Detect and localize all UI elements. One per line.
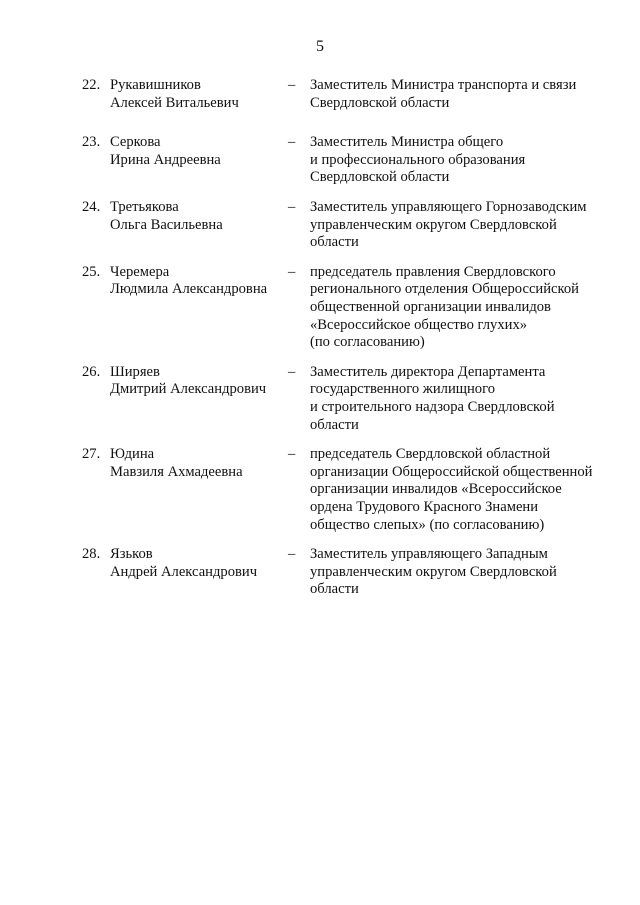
entry-name [110,446,285,481]
entry-position-line: общественной организации инвалидов [310,298,551,315]
entry-number: 26. [82,363,101,380]
entry-position-line: «Всероссийское общество глухих» [310,316,528,333]
entry-name [110,134,285,169]
entry-position-line: Заместитель директора Департамента [310,363,546,380]
entry-dash: – [288,77,296,93]
entry-number: 28. [82,546,101,563]
entry-position-line: Заместитель Министра общего [310,134,504,151]
entry-position [310,364,610,434]
entry-dash: – [288,363,296,380]
entry-name-line: Дмитрий Александрович [110,381,267,398]
entry-name [110,77,285,112]
entry-position [310,77,610,112]
entry-position-line: области [310,234,359,251]
entry-position [310,134,610,187]
entry-position-line: Свердловской области [310,169,450,186]
entry-dash: – [288,446,296,463]
entry-name-line: Язьков [110,546,153,563]
entry-position-line: Заместитель управляющего Горнозаводским [310,199,587,215]
entry-position-line: ордена Трудового Красного Знамени [310,498,539,515]
entry-number: 22. [82,77,101,93]
entry-position-line: государственного жилищного [310,381,496,398]
entry-position-line: управленческим округом Свердловской [310,216,557,233]
entry-position-line: общество слепых» (по согласованию) [310,516,545,533]
entry-name [110,546,285,581]
entry-number: 25. [82,263,101,280]
entry-number: 23. [82,134,101,151]
entry-position-line: организации инвалидов «Всероссийское [310,481,562,498]
entry-position-line: регионального отделения Общероссийской [310,281,579,298]
entry-number: 27. [82,446,101,463]
entry-position-line: Свердловской области [310,94,450,111]
entry-dash: – [288,134,296,151]
entry-name-line: Алексей Витальевич [110,94,239,111]
entry-name-line: Ширяев [110,363,160,380]
entry-name-line: Рукавишников [110,77,201,93]
entry-position-line: управленческим округом Свердловской [310,563,557,580]
entry-dash: – [288,546,296,563]
entry-position-line: и профессионального образования [310,151,526,168]
entry-name-line: Юдина [110,446,155,463]
entry-name-line: Андрей Александрович [110,563,258,580]
entry-name [110,364,285,399]
entry-name [110,199,285,234]
entry-name [110,264,285,299]
page-number: 5 [316,38,324,55]
entry-position [310,546,610,599]
entry-position-line: председатель Свердловской областной [310,446,551,463]
entry-position-line: области [310,416,359,433]
entry-name-line: Серкова [110,134,161,151]
entry-position-line: (по согласованию) [310,334,425,351]
entry-name-line: Третьякова [110,199,179,215]
entry-name-line: Черемера [110,263,170,280]
entry-name-line: Ольга Васильевна [110,216,223,233]
entry-position-line: Заместитель Министра транспорта и связи [310,77,577,93]
entry-position-line: и строительного надзора Свердловской [310,398,555,415]
entry-position [310,199,610,252]
entry-position-line: председатель правления Свердловского [310,263,556,280]
entry-dash: – [288,199,296,215]
entry-name-line: Людмила Александровна [110,281,268,298]
entry-number: 24. [82,199,101,215]
entry-position [310,446,610,534]
entry-position-line: организации Общероссийской общественной [310,463,593,480]
entry-position-line: Заместитель управляющего Западным [310,546,548,563]
entry-position-line: области [310,581,359,598]
entry-name-line: Ирина Андреевна [110,151,221,168]
entry-dash: – [288,263,296,280]
entry-position [310,264,610,352]
entry-name-line: Мавзиля Ахмадеевна [110,463,243,480]
